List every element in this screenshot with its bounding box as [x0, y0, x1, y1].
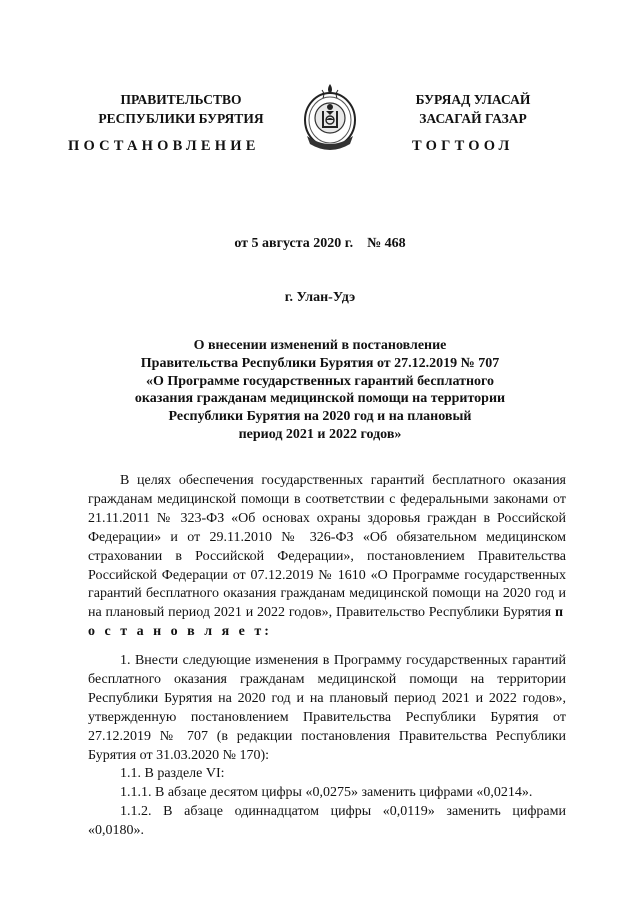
item-1: 1. Внести следующие изменения в Программу государственных гарантий бесплатного оказания гражданам медицинской помощи на территории Республики Бурятия на 2020 год и на плановый период 2021 и 2022 годов», утвержденную постановлением Правительства Республики Бурятия от 27.12.2019 № 707 (в редакции постановления Правительства Республики Бурятия от 31.03.2020 № 170): [88, 653, 566, 763]
header-line: ЗАСАГАЙ ГАЗАР [419, 111, 527, 126]
header-line: ПРАВИТЕЛЬСТВО [120, 92, 242, 107]
decree-title-ru: ПОСТАНОВЛЕНИЕ [68, 138, 260, 154]
header-line: РЕСПУБЛИКИ БУРЯТИЯ [98, 111, 264, 126]
subject-line: Правительства Республики Бурятия от 27.12.2019 № 707 [140, 355, 500, 371]
document-city: г. Улан-Удэ [284, 290, 356, 305]
resolves-keyword: п о с т а н о в л я е т: [88, 605, 567, 640]
buryatia-emblem-icon [298, 80, 362, 154]
subject-line: Республики Бурятия на 2020 год и на плановый [168, 409, 472, 425]
preamble-paragraph [88, 472, 566, 642]
subject-line: «О Программе государственных гарантий бесплатного [145, 373, 495, 389]
government-header-bua [378, 90, 568, 128]
decree-items [88, 652, 566, 841]
document-subject [90, 337, 550, 444]
item-1-1-2: 1.1.2. В абзаце одиннадцатом цифры «0,0119» заменить цифрами «0,0180». [88, 804, 566, 839]
government-header-ru [72, 90, 290, 128]
decree-title-bua: ТОГТООЛ [412, 138, 514, 154]
item-1-1: 1.1. В разделе VI: [120, 766, 225, 782]
document-date-number [0, 236, 640, 252]
date-number-text: от 5 августа 2020 г. № 468 [234, 236, 406, 251]
subject-line: О внесении изменений в постановление [193, 338, 447, 353]
coat-of-arms-emblem [298, 80, 362, 154]
subject-line: период 2021 и 2022 годов» [238, 426, 402, 442]
header-line: БУРЯАД УЛАСАЙ [415, 92, 531, 107]
preamble-text: В целях обеспечения государственных гарантий бесплатного оказания гражданам медицинской помощи в соответствии с федеральными законами от 21.11.2011 № 323-ФЗ «Об основах охраны здоровья граждан в Российской Федерации» и от 29.11.2010 № 326-ФЗ «Об обязательном медицинском страховании в Российской Федерации», постановлением Правительства Российской Федерации от 07.12.2019 № 1610 «О Программе государственных гарантий бесплатного оказания гражданам медицинской помощи на 2020 год и на плановый период 2021 и 2022 годов», Правительство Республики Бурятия [88, 473, 566, 621]
item-1-1-1: 1.1.1. В абзаце десятом цифры «0,0275» заменить цифрами «0,0214». [120, 785, 533, 801]
subject-line: оказания гражданам медицинской помощи на территории [134, 391, 506, 407]
